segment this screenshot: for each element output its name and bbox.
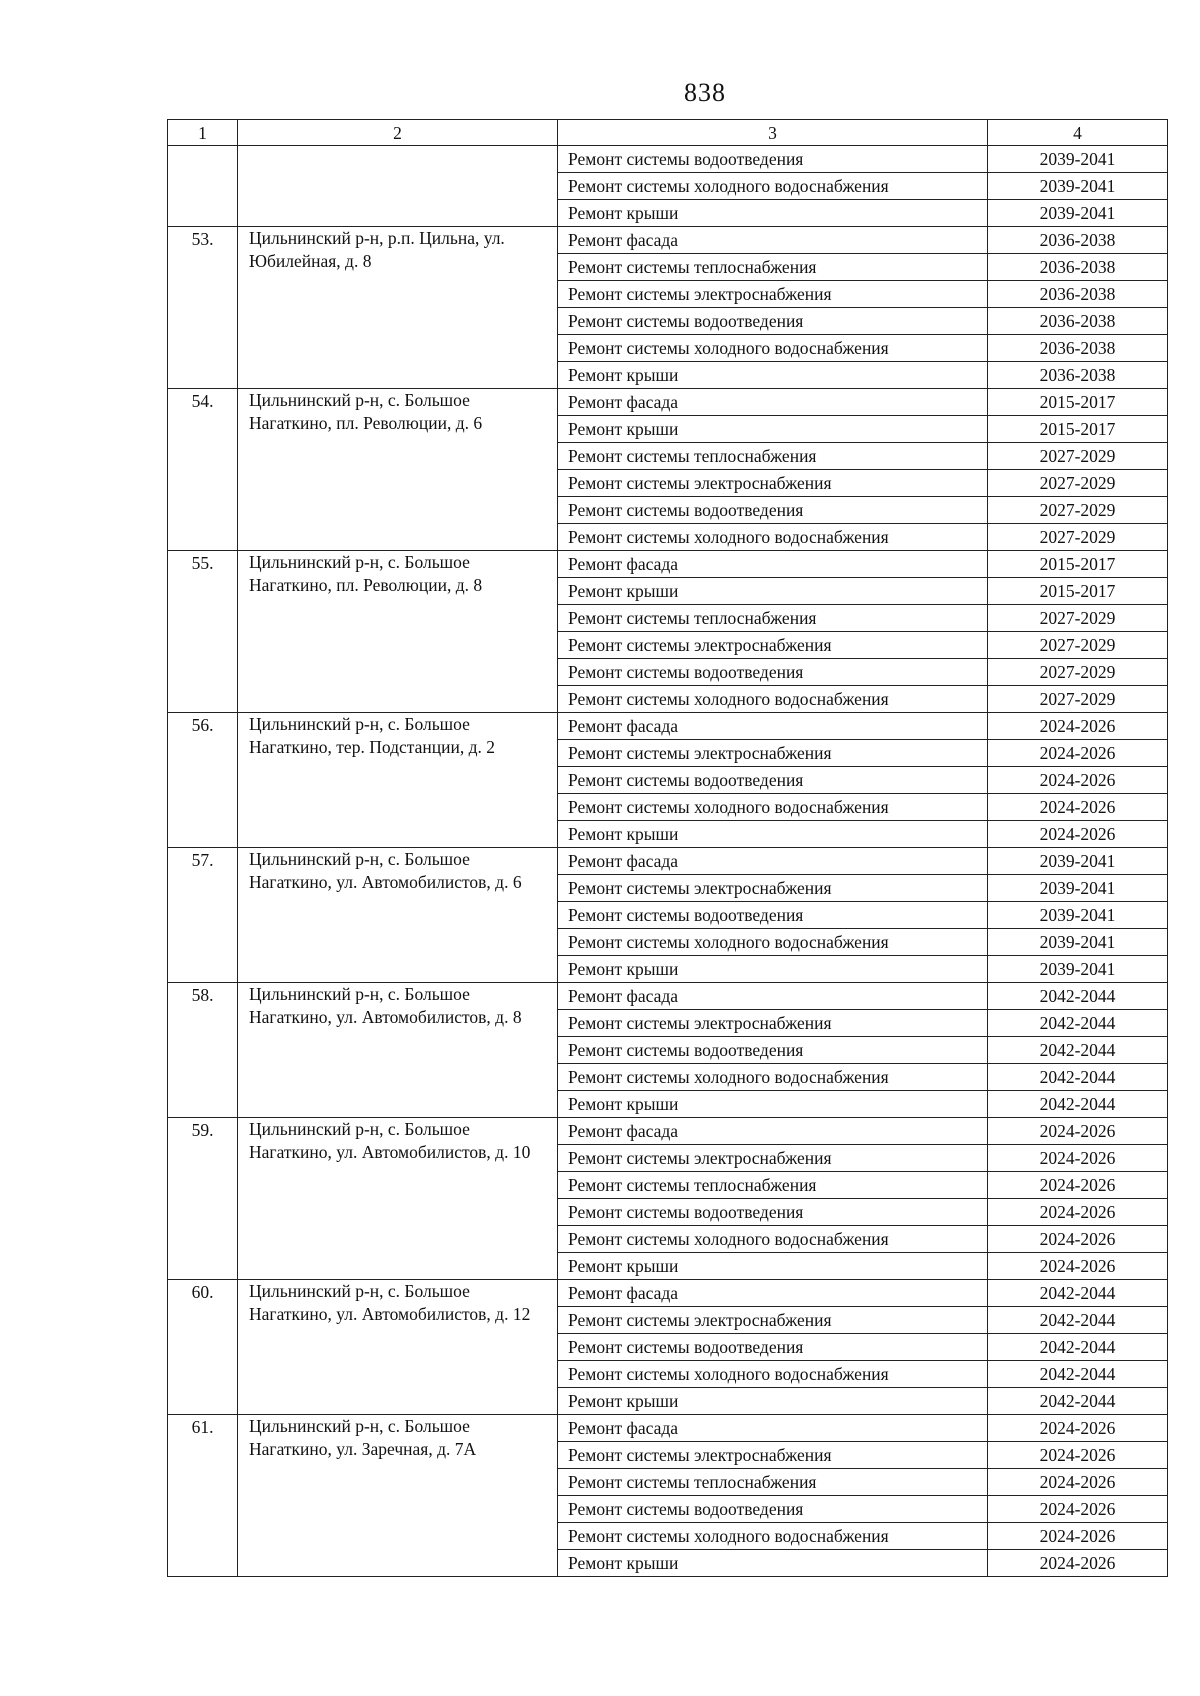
work-period: 2024-2026: [988, 1415, 1168, 1442]
work-period: 2027-2029: [988, 470, 1168, 497]
table-row: [168, 389, 1168, 416]
table-body: [168, 120, 1168, 1577]
work-type: Ремонт крыши: [558, 200, 988, 227]
work-period: 2027-2029: [988, 524, 1168, 551]
work-period: 2024-2026: [988, 1442, 1168, 1469]
work-type: Ремонт системы водоотведения: [558, 1334, 988, 1361]
work-period: 2024-2026: [988, 1469, 1168, 1496]
table-row: [168, 146, 1168, 173]
work-type: Ремонт системы холодного водоснабжения: [558, 524, 988, 551]
work-type: Ремонт системы водоотведения: [558, 308, 988, 335]
work-period: 2042-2044: [988, 1064, 1168, 1091]
work-type: Ремонт крыши: [558, 956, 988, 983]
table-row: [168, 848, 1168, 875]
item-number: 59.: [168, 1118, 238, 1280]
building-address: Цильнинский р-н, с. Большое Нагаткино, ул. Заречная, д. 7А: [238, 1415, 558, 1577]
building-address: Цильнинский р-н, с. Большое Нагаткино, тер. Подстанции, д. 2: [238, 713, 558, 848]
work-period: 2036-2038: [988, 335, 1168, 362]
building-address: Цильнинский р-н, с. Большое Нагаткино, ул. Автомобилистов, д. 8: [238, 983, 558, 1118]
work-type: Ремонт системы водоотведения: [558, 767, 988, 794]
work-type: Ремонт фасада: [558, 551, 988, 578]
item-number: 56.: [168, 713, 238, 848]
work-type: Ремонт крыши: [558, 1550, 988, 1577]
table-row: [168, 227, 1168, 254]
work-type: Ремонт системы водоотведения: [558, 497, 988, 524]
work-period: 2024-2026: [988, 1523, 1168, 1550]
work-type: Ремонт системы водоотведения: [558, 146, 988, 173]
table-row: [168, 1415, 1168, 1442]
item-number: 57.: [168, 848, 238, 983]
work-type: Ремонт системы электроснабжения: [558, 1010, 988, 1037]
work-type: Ремонт системы холодного водоснабжения: [558, 1226, 988, 1253]
work-period: 2015-2017: [988, 389, 1168, 416]
work-type: Ремонт системы теплоснабжения: [558, 443, 988, 470]
work-period: 2027-2029: [988, 632, 1168, 659]
work-type: Ремонт системы холодного водоснабжения: [558, 1523, 988, 1550]
building-address: Цильнинский р-н, с. Большое Нагаткино, ул. Автомобилистов, д. 6: [238, 848, 558, 983]
work-period: 2039-2041: [988, 146, 1168, 173]
column-header-4: 4: [988, 120, 1168, 146]
work-type: Ремонт системы водоотведения: [558, 1199, 988, 1226]
work-period: 2039-2041: [988, 902, 1168, 929]
work-period: 2042-2044: [988, 1091, 1168, 1118]
work-type: Ремонт крыши: [558, 1253, 988, 1280]
work-period: 2039-2041: [988, 173, 1168, 200]
work-type: Ремонт крыши: [558, 821, 988, 848]
work-period: 2024-2026: [988, 740, 1168, 767]
work-period: 2024-2026: [988, 1226, 1168, 1253]
work-type: Ремонт фасада: [558, 1118, 988, 1145]
page-number: 838: [684, 78, 726, 107]
work-period: 2042-2044: [988, 1334, 1168, 1361]
work-period: 2036-2038: [988, 281, 1168, 308]
column-header-3: 3: [558, 120, 988, 146]
work-period: 2027-2029: [988, 497, 1168, 524]
work-type: Ремонт фасада: [558, 713, 988, 740]
repair-schedule-table: [167, 119, 1168, 1577]
work-type: Ремонт системы теплоснабжения: [558, 1172, 988, 1199]
work-type: Ремонт системы холодного водоснабжения: [558, 1064, 988, 1091]
building-address: Цильнинский р-н, с. Большое Нагаткино, пл. Революции, д. 8: [238, 551, 558, 713]
item-number: 61.: [168, 1415, 238, 1577]
work-period: 2027-2029: [988, 443, 1168, 470]
column-header-2: 2: [238, 120, 558, 146]
work-period: 2024-2026: [988, 1496, 1168, 1523]
work-period: 2039-2041: [988, 848, 1168, 875]
work-type: Ремонт системы электроснабжения: [558, 281, 988, 308]
table-row: [168, 1118, 1168, 1145]
header-row: [168, 120, 1168, 146]
work-period: 2015-2017: [988, 551, 1168, 578]
work-type: Ремонт крыши: [558, 1388, 988, 1415]
work-period: 2027-2029: [988, 686, 1168, 713]
work-type: Ремонт системы водоотведения: [558, 659, 988, 686]
item-number: 53.: [168, 227, 238, 389]
work-period: 2042-2044: [988, 1010, 1168, 1037]
work-type: Ремонт системы холодного водоснабжения: [558, 1361, 988, 1388]
work-period: 2042-2044: [988, 1361, 1168, 1388]
table-row: [168, 1280, 1168, 1307]
work-period: 2042-2044: [988, 1307, 1168, 1334]
work-type: Ремонт системы электроснабжения: [558, 740, 988, 767]
work-period: 2042-2044: [988, 1280, 1168, 1307]
work-type: Ремонт системы электроснабжения: [558, 1145, 988, 1172]
work-period: 2027-2029: [988, 659, 1168, 686]
work-period: 2024-2026: [988, 794, 1168, 821]
work-period: 2039-2041: [988, 956, 1168, 983]
work-period: 2024-2026: [988, 713, 1168, 740]
table-row: [168, 983, 1168, 1010]
work-period: 2036-2038: [988, 254, 1168, 281]
work-type: Ремонт фасада: [558, 848, 988, 875]
work-type: Ремонт системы электроснабжения: [558, 1307, 988, 1334]
work-type: Ремонт системы водоотведения: [558, 1496, 988, 1523]
work-type: Ремонт системы электроснабжения: [558, 470, 988, 497]
item-number: 58.: [168, 983, 238, 1118]
work-period: 2027-2029: [988, 605, 1168, 632]
table-row: [168, 551, 1168, 578]
work-type: Ремонт системы электроснабжения: [558, 1442, 988, 1469]
work-period: 2036-2038: [988, 227, 1168, 254]
work-type: Ремонт системы холодного водоснабжения: [558, 335, 988, 362]
item-number: 60.: [168, 1280, 238, 1415]
work-type: Ремонт системы теплоснабжения: [558, 1469, 988, 1496]
work-period: 2039-2041: [988, 200, 1168, 227]
work-type: Ремонт крыши: [558, 1091, 988, 1118]
work-type: Ремонт системы водоотведения: [558, 1037, 988, 1064]
work-type: Ремонт системы холодного водоснабжения: [558, 929, 988, 956]
work-type: Ремонт системы теплоснабжения: [558, 254, 988, 281]
work-period: 2042-2044: [988, 1388, 1168, 1415]
work-type: Ремонт системы холодного водоснабжения: [558, 173, 988, 200]
work-type: Ремонт фасада: [558, 1415, 988, 1442]
work-period: 2015-2017: [988, 578, 1168, 605]
work-type: Ремонт системы электроснабжения: [558, 875, 988, 902]
building-address: [238, 146, 558, 227]
building-address: Цильнинский р-н, с. Большое Нагаткино, ул. Автомобилистов, д. 10: [238, 1118, 558, 1280]
work-type: Ремонт системы электроснабжения: [558, 632, 988, 659]
work-type: Ремонт системы холодного водоснабжения: [558, 686, 988, 713]
work-period: 2024-2026: [988, 1145, 1168, 1172]
work-period: 2024-2026: [988, 1550, 1168, 1577]
work-period: 2042-2044: [988, 983, 1168, 1010]
building-address: Цильнинский р-н, с. Большое Нагаткино, ул. Автомобилистов, д. 12: [238, 1280, 558, 1415]
work-period: 2024-2026: [988, 1199, 1168, 1226]
work-type: Ремонт системы водоотведения: [558, 902, 988, 929]
work-type: Ремонт фасада: [558, 389, 988, 416]
work-type: Ремонт крыши: [558, 578, 988, 605]
work-period: 2036-2038: [988, 362, 1168, 389]
work-type: Ремонт системы холодного водоснабжения: [558, 794, 988, 821]
item-number: 54.: [168, 389, 238, 551]
work-type: Ремонт фасада: [558, 227, 988, 254]
work-type: Ремонт крыши: [558, 416, 988, 443]
work-period: 2024-2026: [988, 1118, 1168, 1145]
work-period: 2024-2026: [988, 767, 1168, 794]
work-period: 2024-2026: [988, 821, 1168, 848]
work-type: Ремонт фасада: [558, 983, 988, 1010]
item-number: 55.: [168, 551, 238, 713]
work-type: Ремонт фасада: [558, 1280, 988, 1307]
item-number: [168, 146, 238, 227]
column-header-1: 1: [168, 120, 238, 146]
building-address: Цильнинский р-н, р.п. Цильна, ул. Юбилейная, д. 8: [238, 227, 558, 389]
table-row: [168, 713, 1168, 740]
work-type: Ремонт крыши: [558, 362, 988, 389]
work-type: Ремонт системы теплоснабжения: [558, 605, 988, 632]
work-period: 2042-2044: [988, 1037, 1168, 1064]
work-period: 2036-2038: [988, 308, 1168, 335]
work-period: 2024-2026: [988, 1172, 1168, 1199]
work-period: 2024-2026: [988, 1253, 1168, 1280]
building-address: Цильнинский р-н, с. Большое Нагаткино, пл. Революции, д. 6: [238, 389, 558, 551]
work-period: 2039-2041: [988, 929, 1168, 956]
work-period: 2039-2041: [988, 875, 1168, 902]
work-period: 2015-2017: [988, 416, 1168, 443]
